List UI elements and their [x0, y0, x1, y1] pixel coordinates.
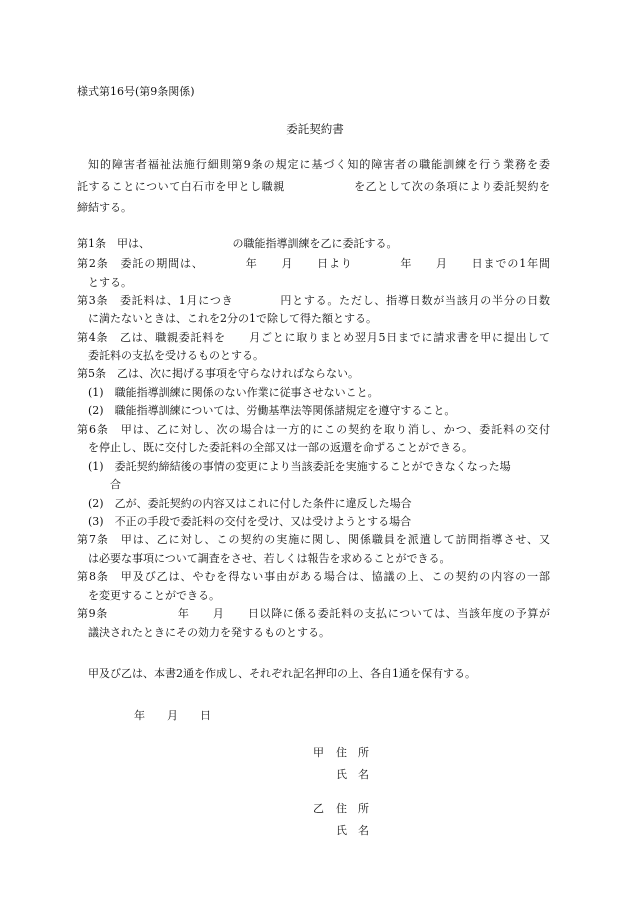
preamble-line: 締結する。 [77, 201, 132, 214]
article-5: 第5条 乙は、次に掲げる事項を守らなければならない。 [77, 367, 359, 380]
article-5-item-2: (2) 職能指導訓練については、労働基準法等関係諸規定を遵守すること。 [77, 404, 456, 417]
article-8-cont: を変更することができる。 [77, 589, 220, 602]
party-b-name-label: 氏 名 [336, 824, 369, 837]
article-6: 第6条 甲は、乙に対し、次の場合は一方的にこの契約を取り消し、かつ、委託料の交付 [77, 423, 550, 436]
article-2-cont: とする。 [77, 276, 132, 289]
article-6-item-2: (2) 乙が、委託契約の内容又はこれに付した条件に違反した場合 [77, 497, 412, 510]
article-6-cont: を停止し、既に交付した委託料の全部又は一部の返還を命ずることができる。 [77, 441, 473, 454]
article-1: 第1条 甲は、 の職能指導訓練を乙に委託する。 [77, 237, 398, 250]
article-3-cont: に満たないときは、これを2分の1で除して得た額とする。 [77, 312, 377, 325]
article-4-cont: 委託料の支払を受けるものとする。 [77, 349, 264, 362]
article-3: 第3条 委託料は、1月につき 円とする。ただし、指導日数が当該月の半分の日数 [77, 294, 550, 307]
article-6-item-3: (3) 不正の手段で委託料の交付を受け、又は受けようとする場合 [77, 515, 412, 528]
article-5-item-1: (1) 職能指導訓練に関係のない作業に従事させないこと。 [77, 386, 379, 399]
party-a-name-label: 氏 名 [336, 768, 369, 781]
preamble-line: 知的障害者福祉法施行細則第9条の規定に基づく知的障害者の職能訓練を行う業務を委 [88, 158, 550, 171]
document-title: 委託契約書 [286, 122, 344, 136]
party-b-label: 乙 [313, 802, 324, 815]
party-a-label: 甲 [313, 746, 324, 759]
article-2: 第2条 委託の期間は、 年 月 日より 年 月 日までの1年間 [77, 257, 550, 270]
date-line: 年 月 日 [134, 709, 211, 722]
party-b-address-label: 住 所 [336, 802, 369, 815]
article-7-cont: は必要な事項について調査をさせ、若しくは報告を求めることができる。 [77, 552, 451, 565]
article-9-cont: 議決されたときにその効力を発するものとする。 [77, 626, 330, 639]
form-label: 様式第16号(第9条関係) [77, 85, 195, 98]
preamble-line: 託することについて白石市を甲とし職親 を乙として次の条項により委託契約を [77, 180, 550, 193]
article-4: 第4条 乙は、職親委託料を 月ごとに取りまとめ翌月5日までに請求書を甲に提出して [77, 331, 550, 344]
article-7: 第7条 甲は、乙に対し、この契約の実施に関し、関係職員を派遣して訪問指導させ、又 [77, 533, 550, 546]
article-9: 第9条 年 月 日以降に係る委託料の支払については、当該年度の予算が [77, 607, 550, 620]
article-6-item-1: (1) 委託契約締結後の事情の変更により当該委託を実施することができなくなった場 [77, 460, 511, 473]
closing-statement: 甲及び乙は、本書2通を作成し、それぞれ記名押印の上、各自1通を保有する。 [88, 667, 476, 680]
party-a-address-label: 住 所 [336, 746, 369, 759]
article-8: 第8条 甲及び乙は、やむを得ない事由がある場合は、協議の上、この契約の内容の一部 [77, 570, 550, 583]
article-6-item-1-cont: 合 [77, 478, 121, 491]
